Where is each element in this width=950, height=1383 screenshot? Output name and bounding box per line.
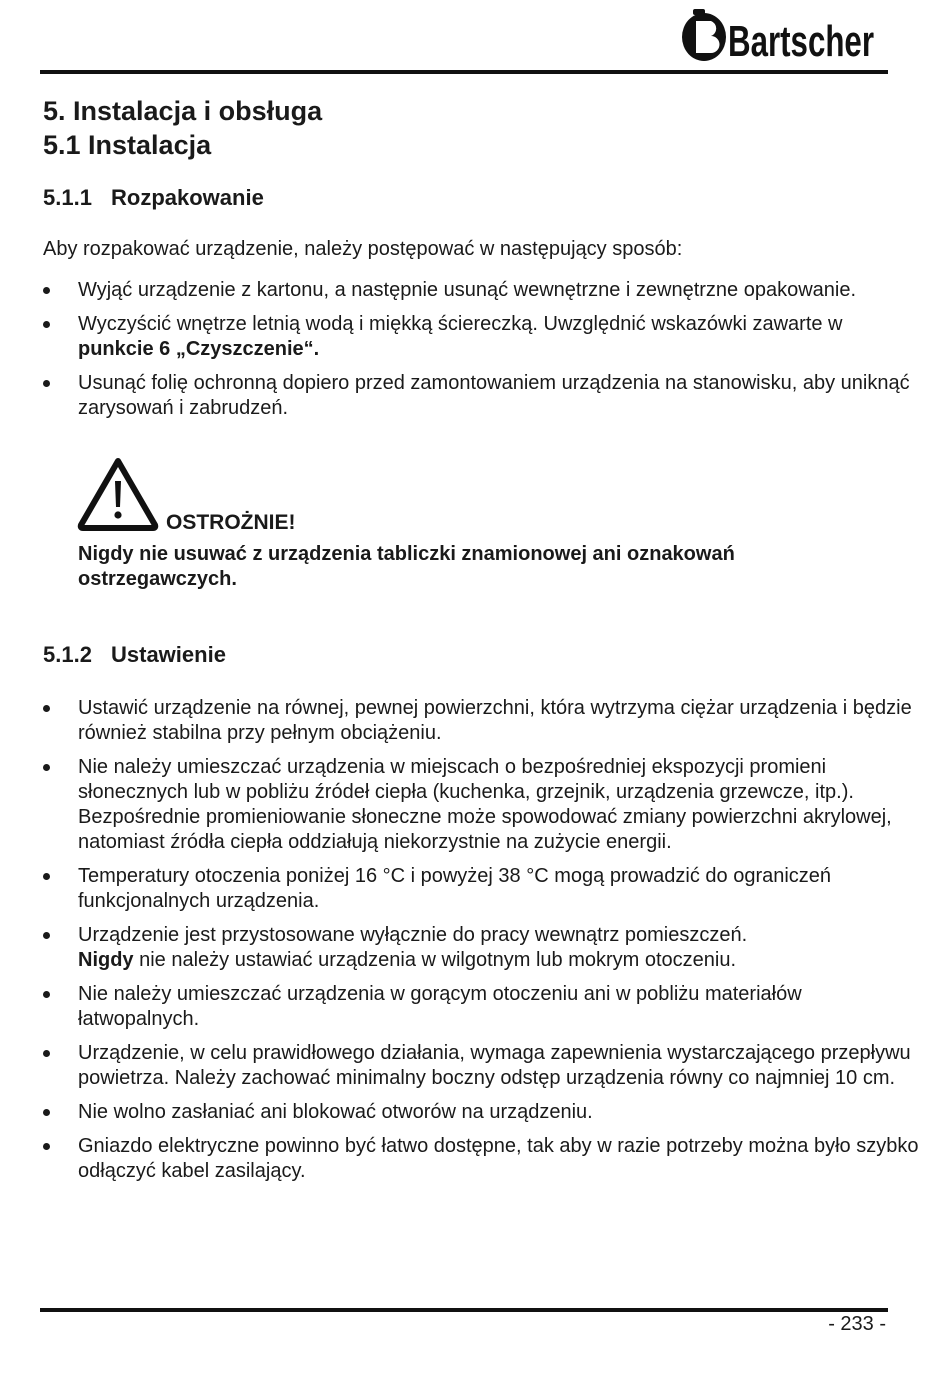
bullet-icon	[43, 991, 50, 998]
bullet-icon	[43, 1050, 50, 1057]
list-item-text: Gniazdo elektryczne powinno być łatwo dostępne, tak aby w razie potrzeby można było szybko odłączyć kabel zasilający.	[78, 1135, 919, 1182]
subsection-setup-heading	[43, 642, 226, 668]
section-title: 5.1 Instalacja	[43, 130, 212, 160]
bullet-icon	[43, 705, 50, 712]
list-item	[0, 1100, 923, 1125]
subsection-number: 5.1.2	[43, 642, 92, 667]
list-item	[0, 696, 923, 746]
list-item-text: Wyczyścić wnętrze letnią wodą i miękką ściereczką. Uwzględnić wskazówki zawarte w	[78, 313, 843, 335]
subsection-unpacking-heading	[43, 185, 264, 211]
emphasis-never: Nigdy	[78, 949, 134, 971]
unpacking-intro: Aby rozpakować urządzenie, należy postępować w następujący sposób:	[43, 238, 683, 260]
list-item	[0, 755, 923, 855]
bartscher-logo-icon	[678, 6, 878, 64]
caution-title: OSTROŻNIE!	[166, 511, 296, 534]
bullet-icon	[43, 764, 50, 771]
list-item	[0, 1134, 923, 1184]
bullet-icon	[43, 1109, 50, 1116]
list-item-text: Temperatury otoczenia poniżej 16 °C i powyżej 38 °C mogą prowadzić do ograniczeń funkcjonalnych urządzenia.	[78, 865, 832, 912]
header-divider	[40, 70, 888, 74]
list-item	[0, 864, 923, 914]
chapter-title: 5. Instalacja i obsługa	[43, 96, 323, 126]
list-item	[0, 1041, 923, 1091]
list-item-text: Urządzenie, w celu prawidłowego działania, wymaga zapewnienia wystarczającego przepływu powietrza. Należy zachować minimalny boczny odstęp urządzenia równy co najmniej 10 cm.	[78, 1042, 911, 1089]
list-item-text: Usunąć folię ochronną dopiero przed zamontowaniem urządzenia na stanowisku, aby uniknąć zarysowań i zabrudzeń.	[78, 372, 910, 419]
footer-divider	[40, 1308, 888, 1312]
bullet-icon	[43, 321, 50, 328]
bullet-icon	[43, 873, 50, 880]
list-item	[0, 982, 923, 1032]
list-item-text: Nie należy umieszczać urządzenia w miejscach o bezpośredniej ekspozycji promieni słonecznych lub w pobliżu źródeł ciepła (kuchenka, grzejnik, urządzenia grzewcze, itp.). Bezpośrednie promieniowanie słoneczne może spowodować zmiany powierzchni akrylowej, natomiast źródła ciepła oddziałują niekorzystnie na zużycie energii.	[78, 756, 892, 853]
list-item	[0, 312, 923, 362]
bullet-icon	[43, 932, 50, 939]
subsection-number: 5.1.1	[43, 185, 92, 210]
list-item-text: Ustawić urządzenie na równej, pewnej powierzchni, która wytrzyma ciężar urządzenia i będzie również stabilna przy pełnym obciążeniu.	[78, 697, 912, 744]
list-item-text: nie należy ustawiać urządzenia w wilgotnym lub mokrym otoczeniu.	[133, 949, 737, 971]
list-item	[0, 371, 923, 421]
cleaning-reference: punkcie 6 „Czyszczenie“.	[78, 338, 320, 360]
subsection-title: Ustawienie	[111, 642, 226, 667]
list-item	[0, 278, 923, 303]
brand-logo	[678, 6, 878, 64]
bullet-icon	[43, 380, 50, 387]
list-item-text: Urządzenie jest przystosowane wyłącznie do pracy wewnątrz pomieszczeń.	[78, 924, 748, 946]
bullet-icon	[43, 1143, 50, 1150]
list-item-text: Wyjąć urządzenie z kartonu, a następnie usunąć wewnętrzne i zewnętrzne opakowanie.	[78, 279, 857, 301]
setup-list	[0, 696, 919, 1193]
brand-logo-text: Bartscher	[728, 17, 874, 66]
caution-text: Nigdy nie usuwać z urządzenia tabliczki znamionowej ani oznakowań ostrzegawczych.	[78, 543, 735, 590]
list-item-text: Nie należy umieszczać urządzenia w gorącym otoczeniu ani w pobliżu materiałów łatwopalnych.	[78, 983, 802, 1030]
subsection-title: Rozpakowanie	[111, 185, 264, 210]
unpacking-list	[0, 278, 910, 430]
bullet-icon	[43, 287, 50, 294]
page-number: - 233 -	[828, 1313, 886, 1335]
warning-triangle-icon	[77, 457, 159, 531]
list-item	[0, 923, 923, 973]
list-item-text: Nie wolno zasłaniać ani blokować otworów na urządzeniu.	[78, 1101, 593, 1123]
